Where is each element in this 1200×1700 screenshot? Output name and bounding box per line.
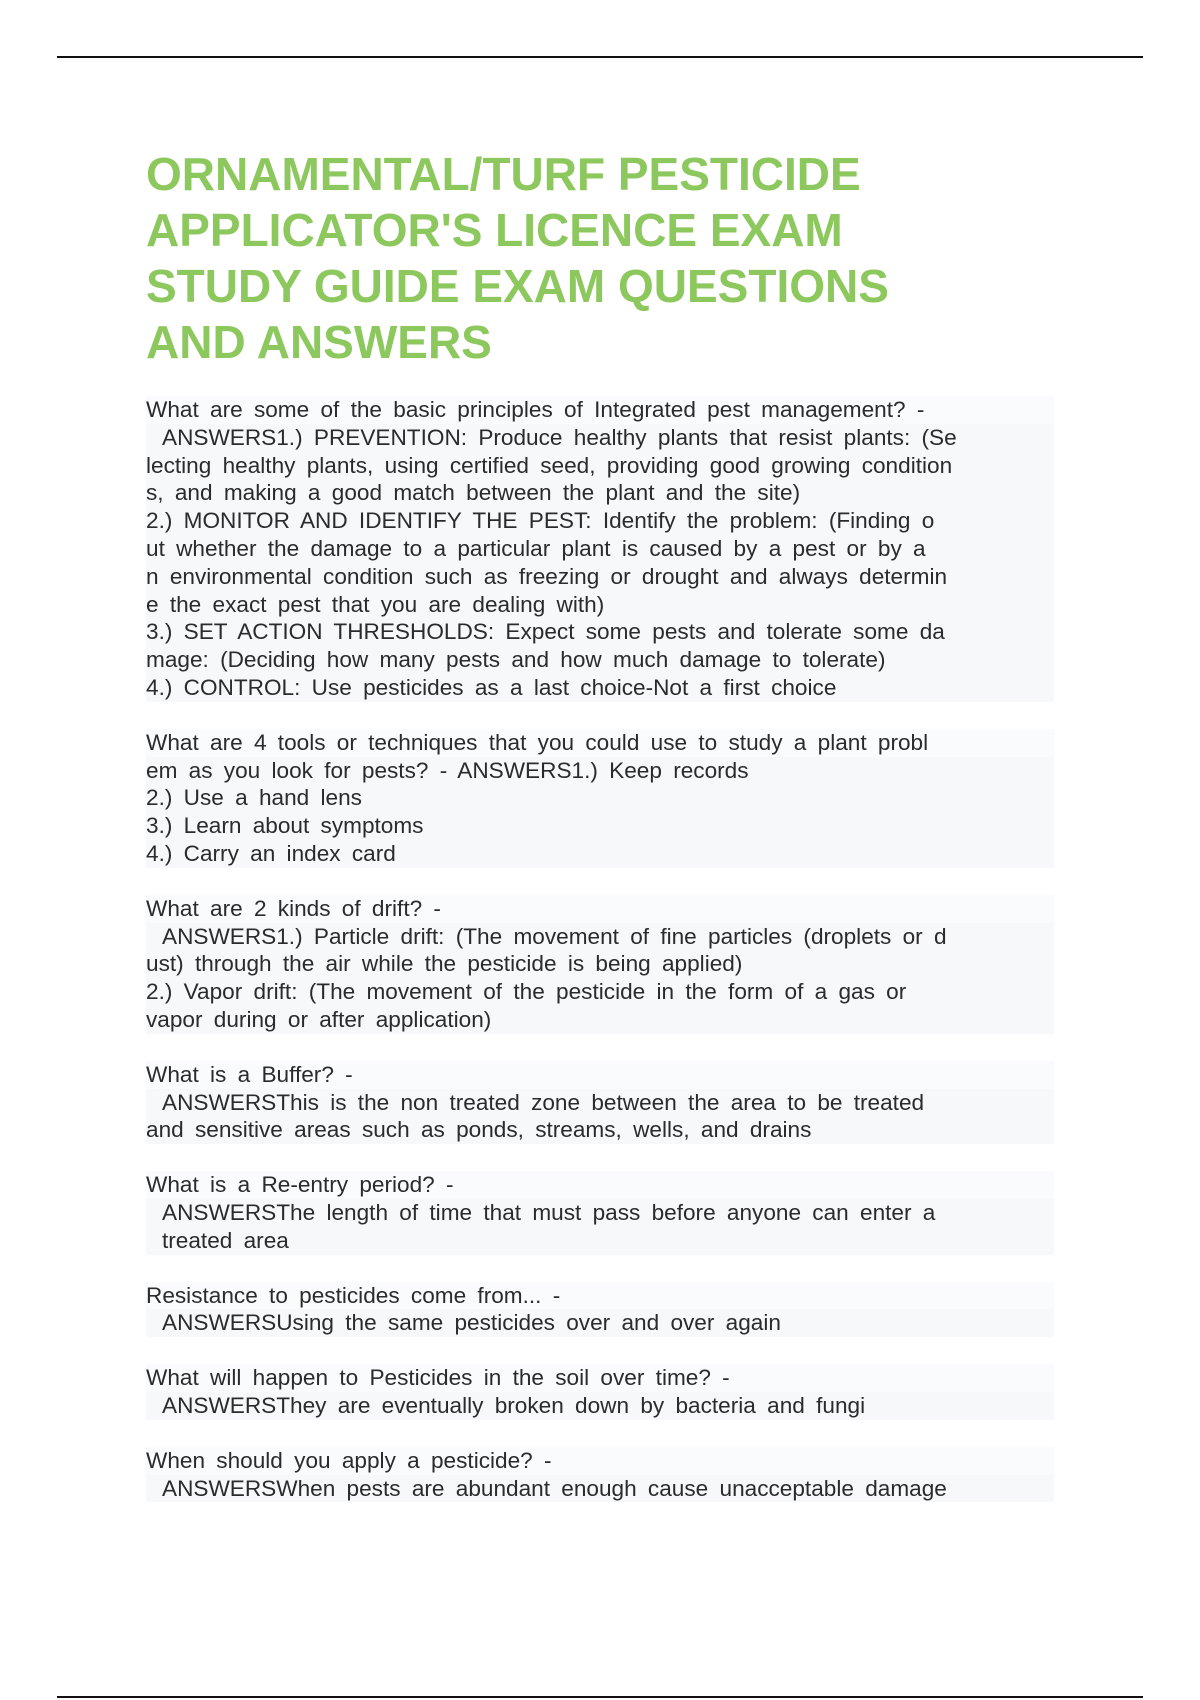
answer-text: 3.) SET ACTION THRESHOLDS: Expect some pests and tolerate some da [146,618,1054,646]
answer-text: ANSWERS1.) Particle drift: (The movement of fine particles (droplets or d [146,923,1054,951]
question-text: What are some of the basic principles of Integrated pest management? - [146,396,1054,424]
qa-item [146,1282,1054,1338]
qa-item [146,396,1054,702]
answer-text: ANSWERSThis is the non treated zone between the area to be treated [146,1089,1054,1117]
qa-item [146,729,1054,868]
question-text: What are 4 tools or techniques that you could use to study a plant probl [146,729,1054,757]
title-line: STUDY GUIDE EXAM QUESTIONS [146,260,889,312]
question-text: What will happen to Pesticides in the soil over time? - [146,1364,1054,1392]
answer-text: ANSWERSUsing the same pesticides over and over again [146,1309,1054,1337]
question-text: Resistance to pesticides come from... - [146,1282,1054,1310]
answer-text: n environmental condition such as freezing or drought and always determin [146,563,1054,591]
qa-item [146,1061,1054,1144]
answer-text: 4.) Carry an index card [146,840,1054,868]
document-body [146,146,1054,1529]
question-text: When should you apply a pesticide? - [146,1447,1054,1475]
answer-text: and sensitive areas such as ponds, streams, wells, and drains [146,1116,1054,1144]
answer-text: lecting healthy plants, using certified seed, providing good growing condition [146,452,1054,480]
answer-text: ANSWERSWhen pests are abundant enough cause unacceptable damage [146,1475,1054,1503]
answer-text: ANSWERSThey are eventually broken down by bacteria and fungi [146,1392,1054,1420]
answer-text: 4.) CONTROL: Use pesticides as a last choice-Not a first choice [146,674,1054,702]
title-line: APPLICATOR'S LICENCE EXAM [146,204,843,256]
answer-text: e the exact pest that you are dealing with) [146,591,1054,619]
qa-item [146,1171,1054,1254]
question-text: What is a Buffer? - [146,1061,1054,1089]
answer-text: 2.) MONITOR AND IDENTIFY THE PEST: Identify the problem: (Finding o [146,507,1054,535]
answer-text: ANSWERS1.) PREVENTION: Produce healthy plants that resist plants: (Se [146,424,1054,452]
answer-text: mage: (Deciding how many pests and how much damage to tolerate) [146,646,1054,674]
answer-text: s, and making a good match between the plant and the site) [146,479,1054,507]
bottom-rule [57,1696,1143,1698]
document-title [146,146,1054,370]
answer-text: vapor during or after application) [146,1006,1054,1034]
qa-item [146,1364,1054,1420]
answer-text: treated area [146,1227,1054,1255]
answer-text: 3.) Learn about symptoms [146,812,1054,840]
title-line: ORNAMENTAL/TURF PESTICIDE [146,148,861,200]
answer-text: ut whether the damage to a particular plant is caused by a pest or by a [146,535,1054,563]
qa-item [146,1447,1054,1503]
answer-text: ANSWERSThe length of time that must pass before anyone can enter a [146,1199,1054,1227]
question-text: What is a Re-entry period? - [146,1171,1054,1199]
title-line: AND ANSWERS [146,316,492,368]
question-text: What are 2 kinds of drift? - [146,895,1054,923]
qa-item [146,895,1054,1034]
qa-list [146,396,1054,1502]
answer-text: em as you look for pests? - ANSWERS1.) Keep records [146,757,1054,785]
answer-text: 2.) Use a hand lens [146,784,1054,812]
answer-text: ust) through the air while the pesticide is being applied) [146,950,1054,978]
top-rule [57,56,1143,58]
answer-text: 2.) Vapor drift: (The movement of the pesticide in the form of a gas or [146,978,1054,1006]
